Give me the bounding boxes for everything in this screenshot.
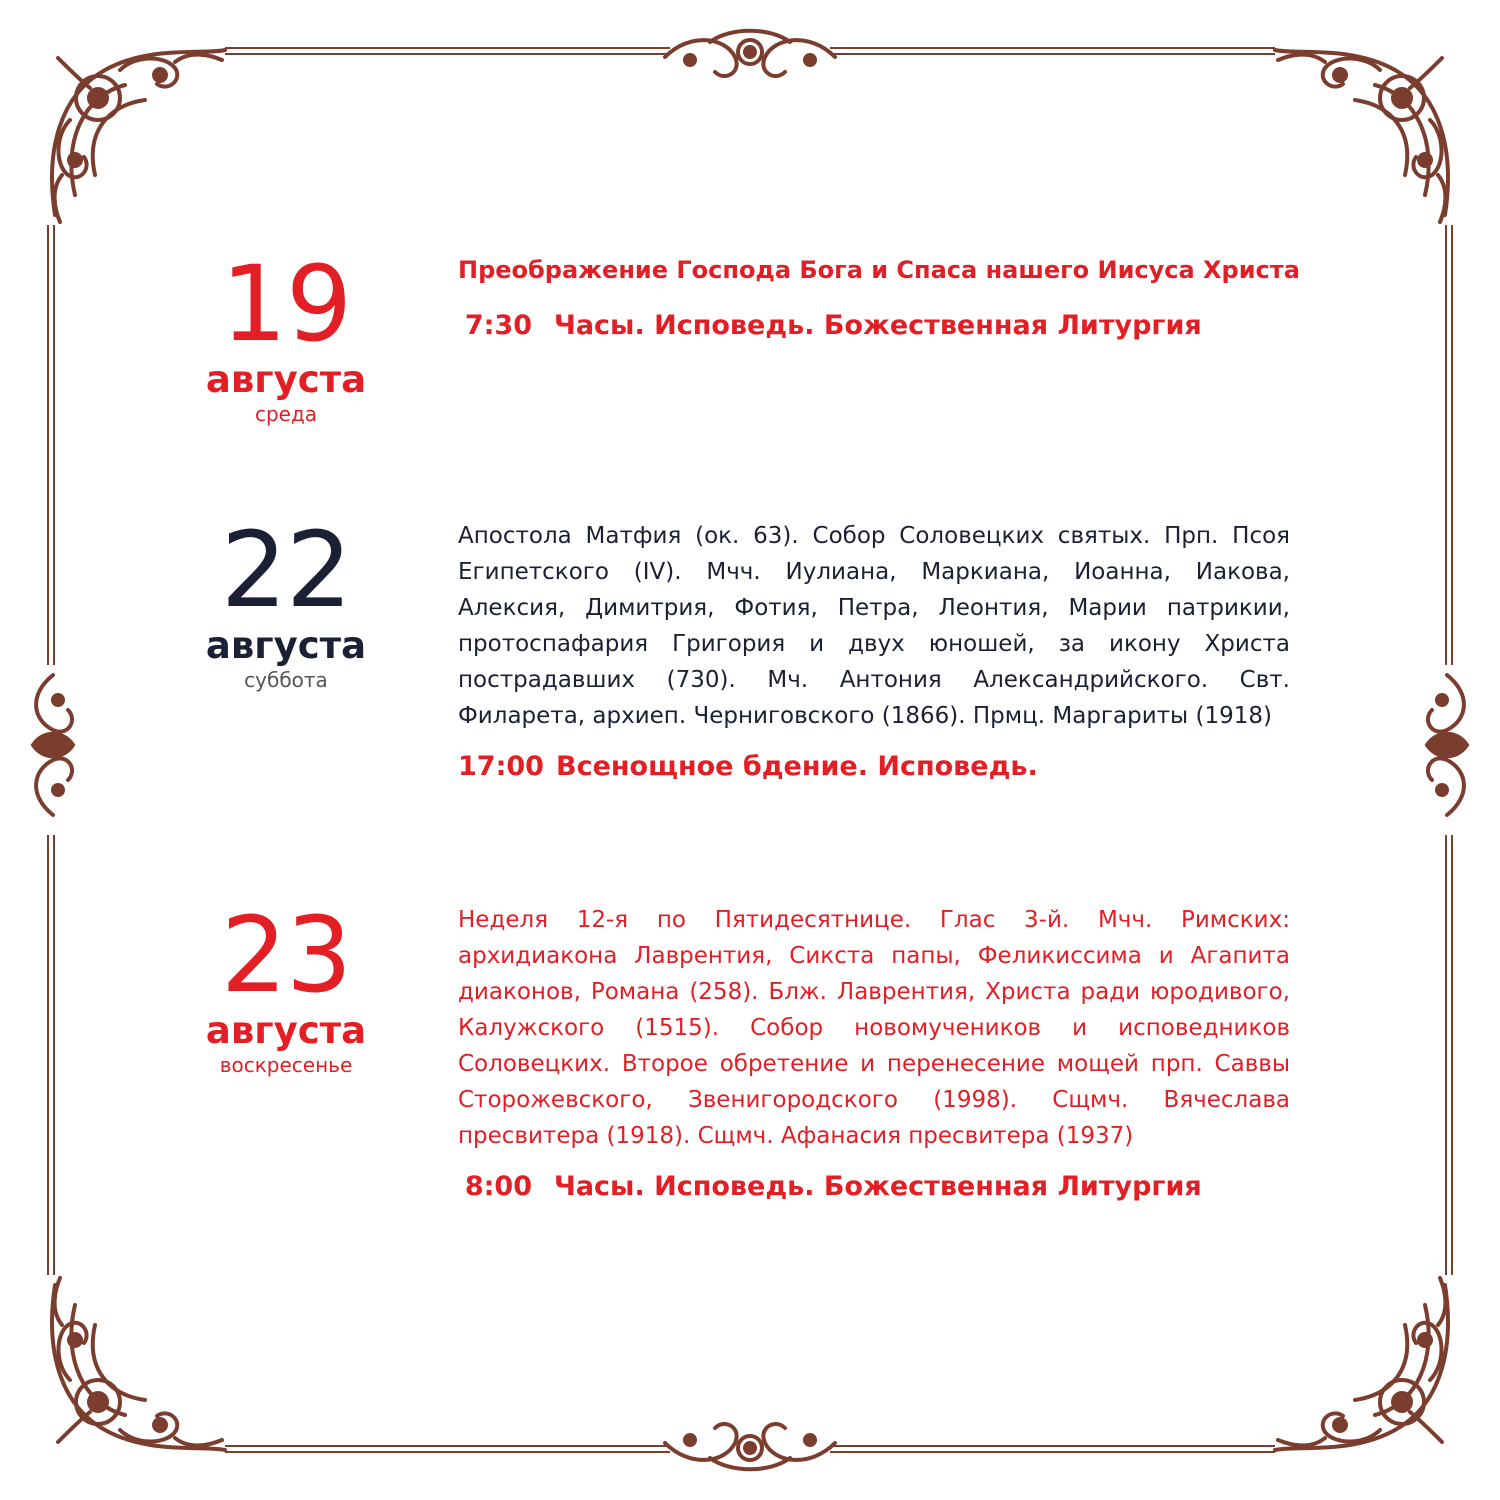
saints-description: Апостола Матфия (ок. 63). Собор Соловецких святых. Прп. Псоя Египетского (IV). Мчч. Иулиана, Маркиана, Иоанна, Иакова, Алексия, Димитрия, Фотия, Петра, Леонтия, Марии патрикии, протоспафария Григория и двух юношей, за икону Христа пострадавших (730). Мч. Антония Александрийского. Свт. Филарета, архиеп. Черниговского (1866). Прмц. Маргариты (1918): [458, 523, 1290, 729]
service-line: [458, 750, 1290, 784]
day-number: 23: [220, 894, 352, 1016]
service-line: [458, 1170, 1290, 1204]
date-block: [186, 509, 386, 692]
day-number: 19: [220, 243, 352, 365]
entry-content: [458, 518, 1290, 784]
date-block: [186, 243, 386, 426]
weekday-label: среда: [254, 402, 318, 426]
weekday-label: суббота: [244, 668, 328, 692]
service-text: Часы. Исповедь. Божественная Литургия: [554, 310, 1202, 341]
day-number: 22: [220, 509, 352, 631]
date-block: [186, 894, 386, 1077]
month-label: августа: [205, 624, 367, 667]
feast-title: Преображение Господа Бога и Спаса нашего Иисуса Христа: [458, 256, 1300, 284]
service-text: Часы. Исповедь. Божественная Литургия: [554, 1171, 1202, 1202]
entry-content: [458, 255, 1300, 343]
weekday-label: воскресенье: [219, 1053, 353, 1077]
service-text: Всенощное бдение. Исповедь.: [556, 751, 1038, 782]
service-line: [458, 309, 1290, 343]
service-time: 17:00: [458, 751, 544, 782]
service-time: 8:00: [464, 1171, 532, 1202]
service-time: 7:30: [464, 310, 532, 341]
month-label: августа: [205, 1009, 367, 1052]
entry-content: [458, 902, 1290, 1204]
saints-description: Неделя 12-я по Пятидесятнице. Глас 3-й. Мчч. Римских: архидиакона Лаврентия, Сикста папы, Феликиссима и Агапита диаконов, Романа (258). Блж. Лаврентия, Христа ради юродивого, Калужского (1515). Собор новомучеников и исповедников Соловецких. Второе обретение и перенесение мощей прп. Саввы Сторожевского, Звенигородского (1998). Сщмч. Вячеслава пресвитера (1918). Сщмч. Афанасия пресвитера (1937): [458, 907, 1290, 1149]
month-label: августа: [205, 358, 367, 401]
